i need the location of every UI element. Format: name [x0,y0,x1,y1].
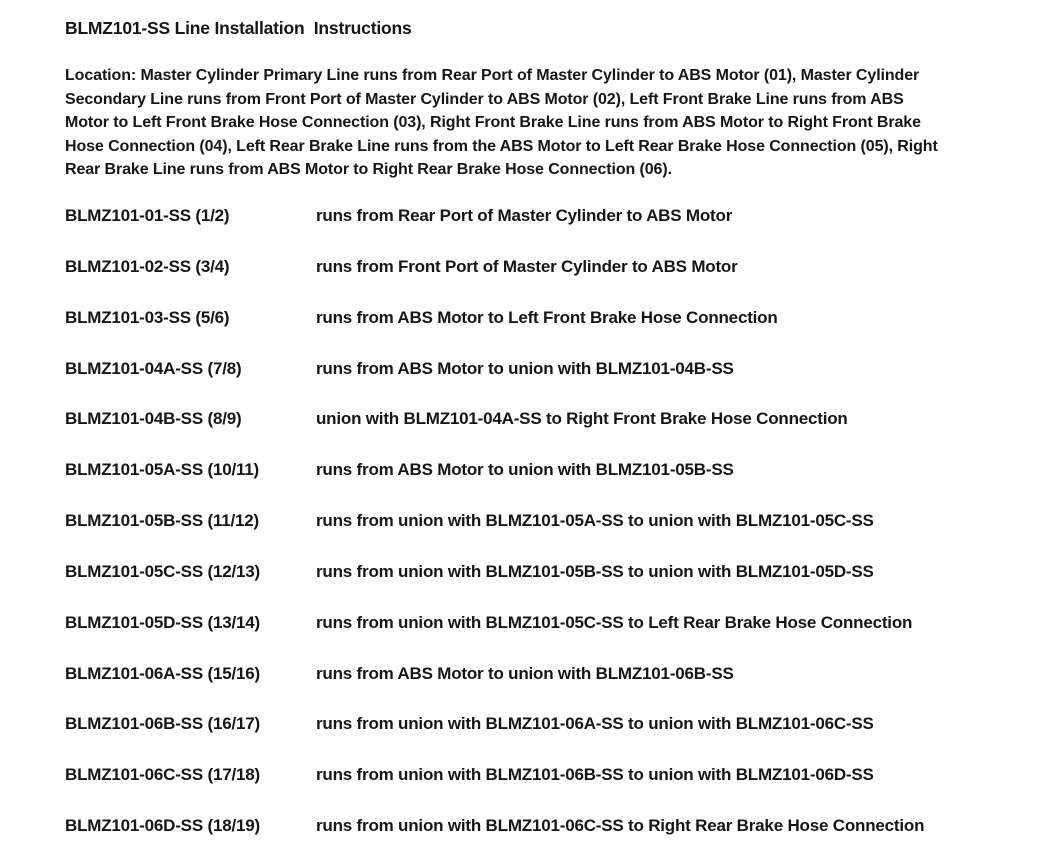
part-number: BLMZ101-06B-SS (16/17) [65,714,260,734]
route-description: runs from union with BLMZ101-06C-SS to Right Rear Brake Hose Connection [316,816,925,836]
route-description: runs from Front Port of Master Cylinder to ABS Motor [316,256,738,276]
installation-line-row [65,256,1025,307]
location-line: Motor to Left Front Brake Hose Connection (03), Right Front Brake Line runs from ABS Motor to Right Front Brake [65,114,921,131]
location-line: Rear Brake Line runs from ABS Motor to Right Rear Brake Hose Connection (06). [65,161,672,178]
location-line: Location: Master Cylinder Primary Line runs from Rear Port of Master Cylinder to ABS Motor (01), Master Cylinder [65,67,920,84]
route-description: runs from union with BLMZ101-05A-SS to union with BLMZ101-05C-SS [316,511,874,531]
route-description: runs from union with BLMZ101-06B-SS to union with BLMZ101-06D-SS [316,765,874,785]
part-number: BLMZ101-05A-SS (10/11) [65,460,260,480]
installation-line-row [65,713,1025,764]
installation-line-row [65,561,1025,612]
page-title: BLMZ101-SS Line Installation Instructions [65,18,412,38]
installation-line-row [65,408,1025,459]
installation-lines [65,205,1025,862]
installation-line-row [65,510,1025,561]
part-number: BLMZ101-05D-SS (13/14) [65,612,260,632]
installation-line-row [65,764,1025,815]
route-description: runs from Rear Port of Master Cylinder to ABS Motor [316,206,733,225]
installation-line-row [65,205,1025,256]
part-number: BLMZ101-04B-SS (8/9) [65,409,242,429]
route-description: runs from ABS Motor to union with BLMZ101-05B-SS [316,460,734,480]
part-number: BLMZ101-06A-SS (15/16) [65,663,260,683]
part-number: BLMZ101-05C-SS (12/13) [65,561,260,581]
route-description: runs from union with BLMZ101-06A-SS to union with BLMZ101-06C-SS [316,714,874,734]
installation-line-row [65,307,1025,358]
part-number: BLMZ101-05B-SS (11/12) [65,511,260,531]
installation-line-row [65,612,1025,663]
installation-line-row [65,815,1025,862]
part-number: BLMZ101-06D-SS (18/19) [65,816,260,836]
route-description: runs from ABS Motor to Left Front Brake Hose Connection [316,307,778,327]
installation-line-row [65,459,1025,510]
location-line: Secondary Line runs from Front Port of Master Cylinder to ABS Motor (02), Left Front Brake Line runs from ABS [65,90,904,108]
route-description: runs from ABS Motor to union with BLMZ101-04B-SS [316,358,734,378]
part-number: BLMZ101-02-SS (3/4) [65,256,230,276]
installation-line-row [65,358,1025,409]
part-number: BLMZ101-01-SS (1/2) [65,206,230,225]
location-line: Hose Connection (04), Left Rear Brake Line runs from the ABS Motor to Left Rear Brake Hose Connection (05), Right [65,137,938,155]
part-number: BLMZ101-04A-SS (7/8) [65,358,242,378]
installation-line-row [65,663,1025,714]
route-description: union with BLMZ101-04A-SS to Right Front Brake Hose Connection [316,409,848,429]
location-paragraph [65,64,938,182]
part-number: BLMZ101-03-SS (5/6) [65,307,230,327]
route-description: runs from union with BLMZ101-05C-SS to Left Rear Brake Hose Connection [316,612,913,632]
part-number: BLMZ101-06C-SS (17/18) [65,765,260,785]
route-description: runs from ABS Motor to union with BLMZ101-06B-SS [316,663,734,683]
route-description: runs from union with BLMZ101-05B-SS to union with BLMZ101-05D-SS [316,561,874,581]
